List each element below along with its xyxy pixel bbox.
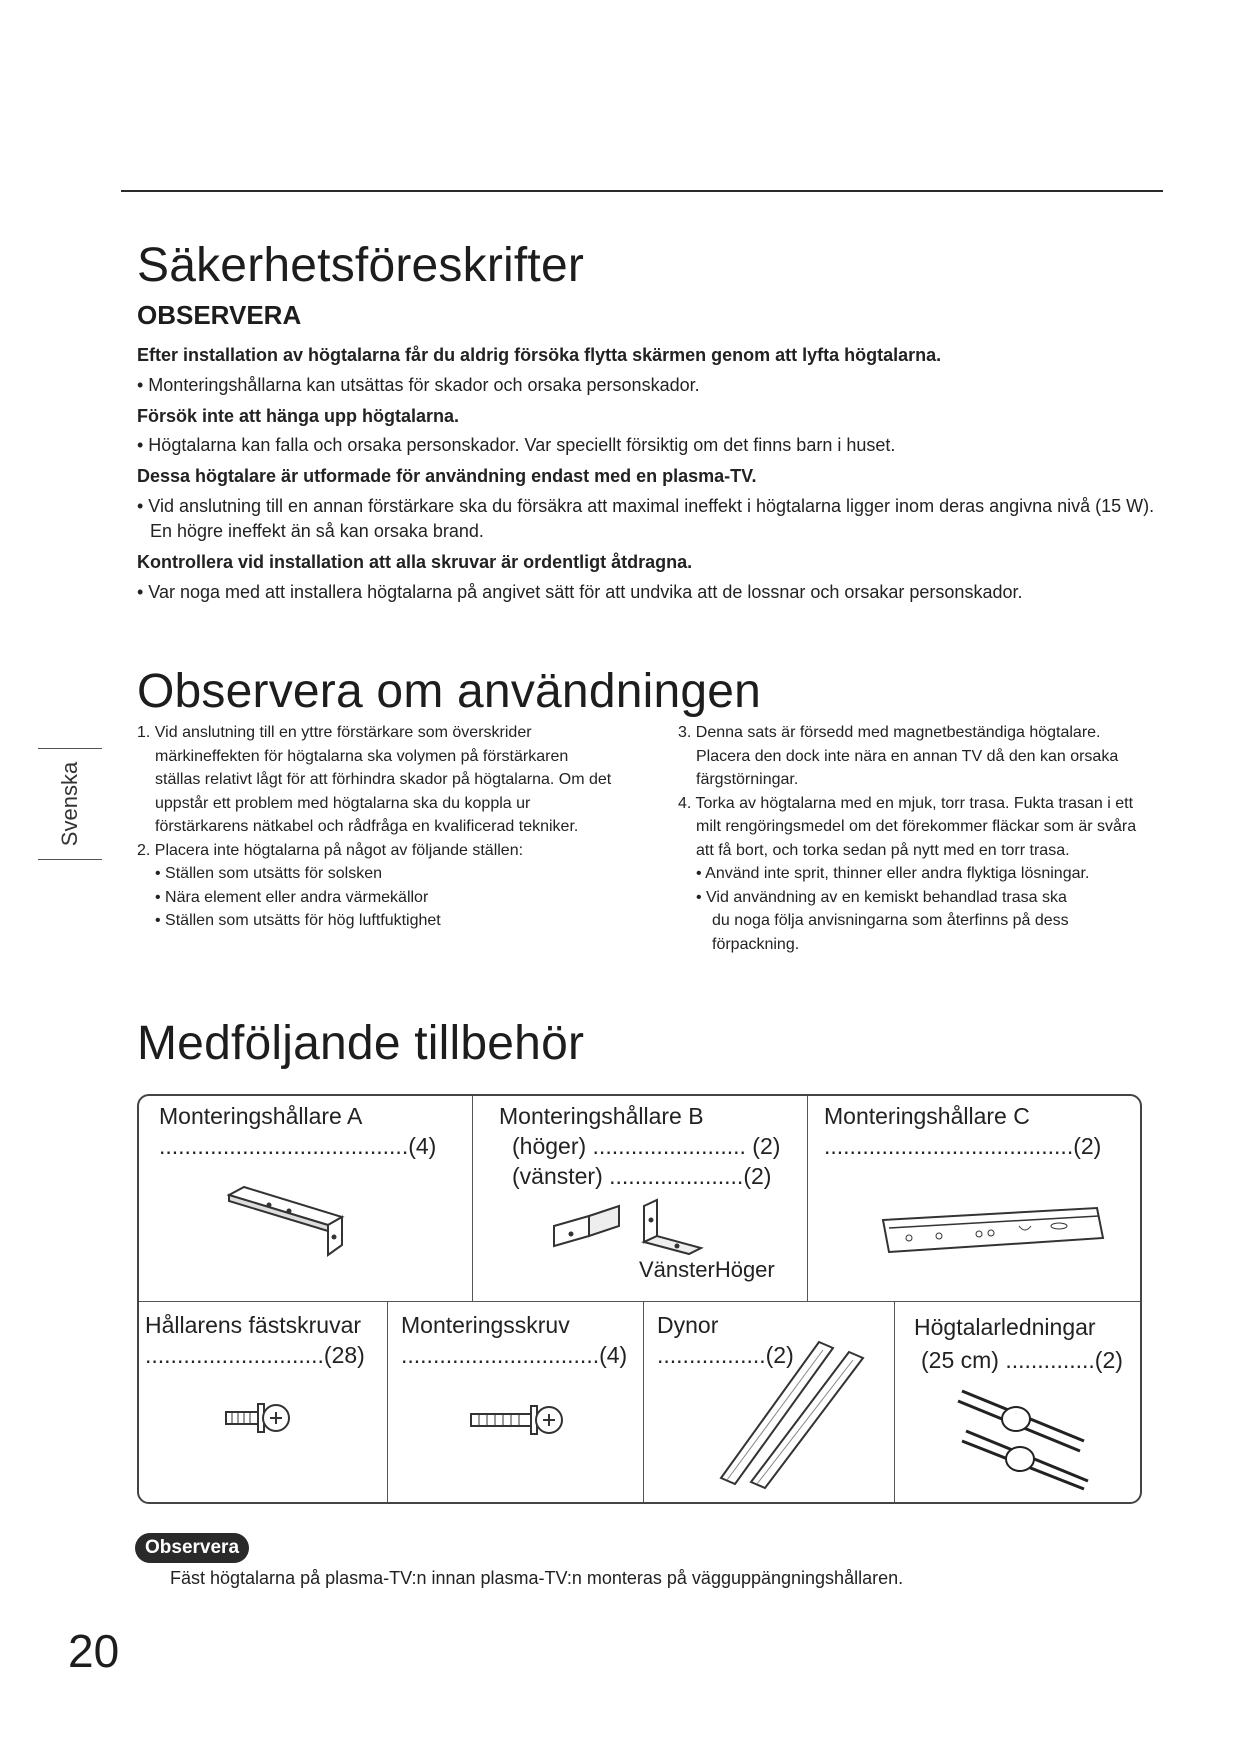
usage-left-column: [137, 721, 617, 933]
grid-divider: [807, 1096, 808, 1301]
safety-line-5: Dessa högtalare är utformade för användning endast med en plasma-TV.: [137, 466, 757, 487]
screw-icon: [224, 1398, 294, 1438]
safety-line-2: • Monteringshållarna kan utsättas för skador och orsaka personskador.: [137, 374, 700, 395]
usage-item-2: 2. Placera inte högtalarna på något av följande ställen:: [137, 841, 524, 859]
safety-list: [137, 343, 1157, 610]
usage-item-4: 4. Torka av högtalarna med en mjuk, torr trasa. Fukta trasan i ett milt rengöringsmedel om det förekommer fläckar som är svåra att få bort, och torka sedan på nytt med en torr trasa.: [678, 794, 1137, 859]
accessories-table: [137, 1094, 1142, 1504]
safety-line-7: Kontrollera vid installation att alla skruvar är ordentligt åtdragna.: [137, 551, 693, 572]
fixing-screws-qty: ............................(28): [145, 1342, 365, 1368]
grid-divider: [472, 1096, 473, 1301]
bracket-b-qty-right: (höger) ........................ (2): [512, 1133, 781, 1159]
safety-line-8: • Var noga med att installera högtalarna på angivet sätt för att undvika att de lossnar och orsakar personskador.: [137, 581, 1023, 602]
note-label: Observera: [135, 1533, 249, 1563]
bracket-c-qty: .......................................(2): [824, 1133, 1102, 1159]
page-number: 20: [68, 1625, 120, 1677]
usage-item-3: 3. Denna sats är försedd med magnetbeständiga högtalare. Placera den dock inte nära en annan TV då den kan orsaka färgstörningar.: [678, 724, 1119, 789]
bracket-a-name: Monteringshållare A: [159, 1103, 363, 1129]
bracket-b-qty-left: (vänster) .....................(2): [512, 1163, 772, 1189]
bracket-c-illustration: [879, 1204, 1109, 1264]
grid-divider: [387, 1301, 388, 1502]
top-rule: [121, 190, 1163, 192]
usage-bullet-continuation: du noga följa anvisningarna som återfinns på dess förpackning.: [712, 912, 1069, 953]
cushions-name: Dynor: [657, 1312, 719, 1338]
bracket-b-caption: VänsterHöger: [639, 1257, 775, 1282]
bracket-a-illustration: [224, 1181, 364, 1261]
safety-line-4: • Högtalarna kan falla och orsaka personskador. Var speciellt försiktig om det finns barn i huset.: [137, 435, 896, 456]
bracket-b-name: Monteringshållare B: [499, 1103, 704, 1129]
safety-line-3: Försök inte att hänga upp högtalarna.: [137, 405, 460, 426]
cushions-illustration: [709, 1336, 869, 1491]
usage-item-1: 1. Vid anslutning till en yttre förstärkare som överskrider märkineffekten för högtalarna ska volymen på förstärkaren ställas relativt lågt för att förhindra skador på högtalarna. Om det uppstår ett problem med högtalarna ska du koppla ur förstärkarens nätkabel och rådfråga en kvalificerad tekniker.: [137, 724, 612, 836]
mounting-screw-qty: ...............................(4): [401, 1342, 628, 1368]
speaker-cables-qty: (25 cm) ..............(2): [921, 1347, 1123, 1373]
mounting-screw-name: Monteringsskruv: [401, 1312, 570, 1338]
safety-subtitle: OBSERVERA: [137, 300, 302, 330]
usage-bullet: • Ställen som utsätts för solsken: [155, 865, 383, 883]
grid-divider: [894, 1301, 895, 1502]
usage-title: Observera om användningen: [137, 665, 762, 718]
fixing-screws-name: Hållarens fästskruvar: [145, 1312, 362, 1338]
accessories-title: Medföljande tillbehör: [137, 1017, 585, 1070]
usage-right-column: [678, 721, 1158, 956]
usage-bullet: • Nära element eller andra värmekällor: [155, 888, 429, 906]
speaker-cable-icon: [954, 1381, 1094, 1491]
usage-bullet: • Använd inte sprit, thinner eller andra flyktiga lösningar.: [696, 865, 1090, 883]
usage-bullet: • Vid användning av en kemiskt behandlad trasa ska: [696, 888, 1067, 906]
screw-icon: [469, 1400, 569, 1440]
bracket-a-qty: .......................................(4): [159, 1133, 437, 1159]
speaker-cables-name: Högtalarledningar: [914, 1314, 1096, 1340]
cushions-qty: .................(2): [657, 1342, 794, 1368]
grid-divider: [139, 1301, 1140, 1302]
bracket-c-name: Monteringshållare C: [824, 1103, 1030, 1129]
usage-bullet: • Ställen som utsätts för hög luftfuktighet: [155, 912, 441, 930]
safety-line-6: • Vid anslutning till en annan förstärkare ska du försäkra att maximal ineffekt i högtalarna ligger inom deras angivna nivå (15 W). En högre ineffekt än så kan orsaka brand.: [137, 496, 1155, 541]
grid-divider: [643, 1301, 644, 1502]
note-text: Fäst högtalarna på plasma-TV:n innan plasma-TV:n monteras på vägguppängningshållaren.: [170, 1568, 904, 1588]
safety-line-1: Efter installation av högtalarna får du aldrig försöka flytta skärmen genom att lyfta högtalarna.: [137, 345, 942, 365]
language-tab: [38, 748, 102, 860]
language-label: Svenska: [57, 761, 82, 847]
safety-title: Säkerhetsföreskrifter: [137, 239, 585, 292]
